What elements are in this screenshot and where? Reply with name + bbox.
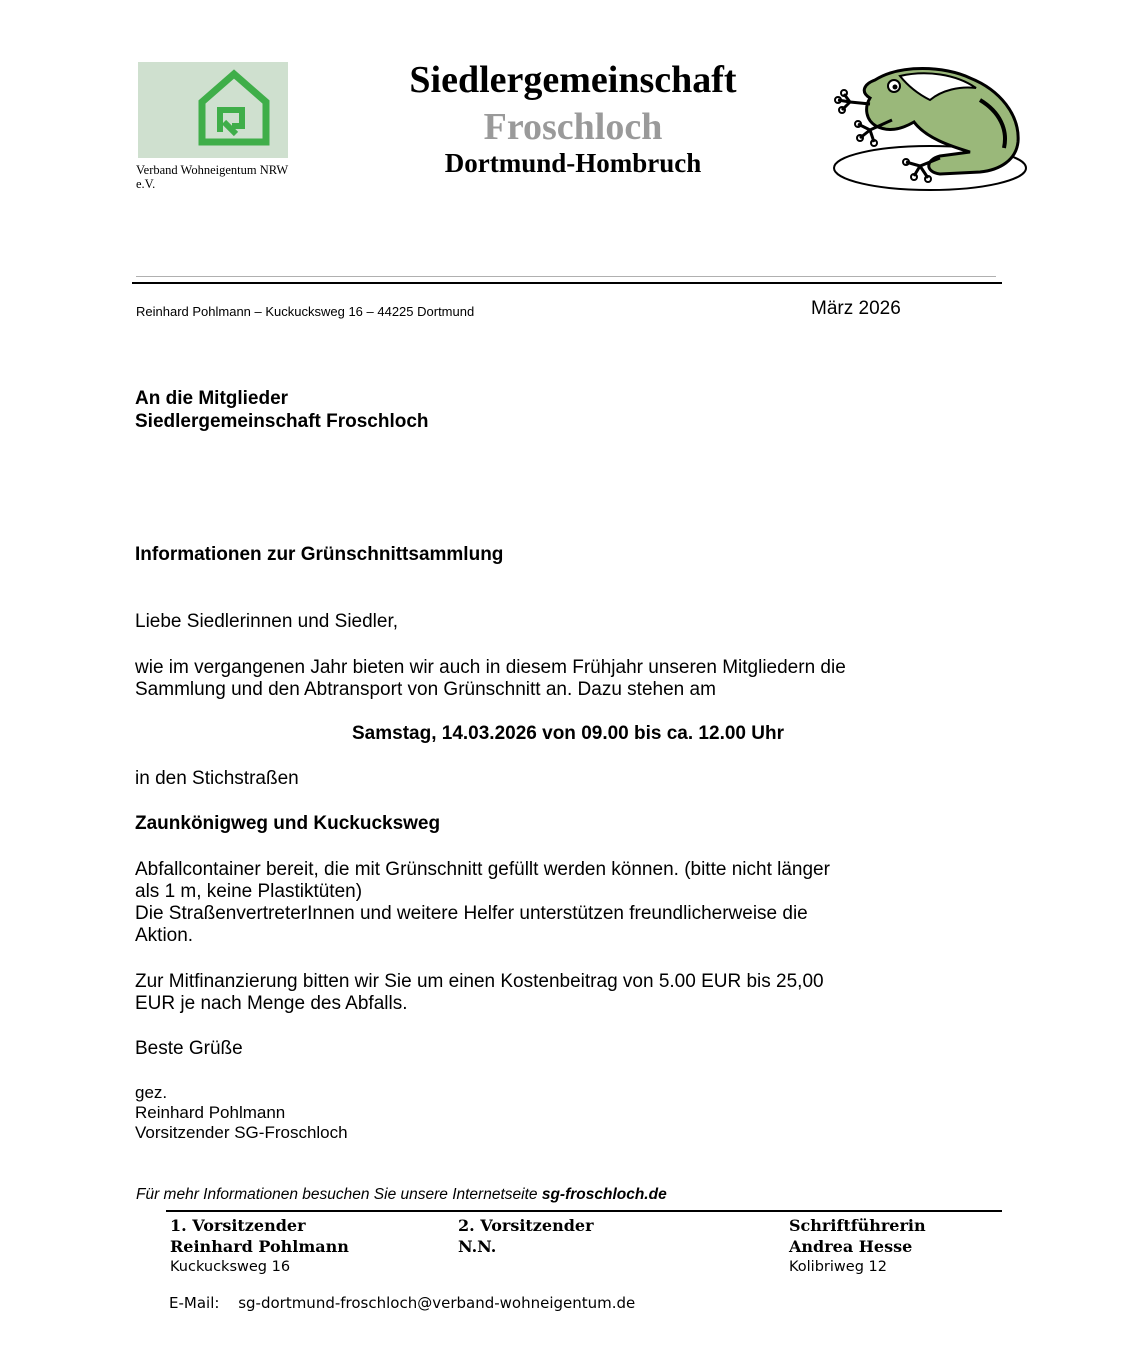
- text-line: EUR je nach Menge des Abfalls.: [135, 993, 408, 1014]
- letter-subject: Informationen zur Grünschnittsammlung: [135, 544, 504, 565]
- header-divider: [132, 282, 1002, 284]
- cost-paragraph: [135, 971, 1005, 1015]
- header-divider-thin: [136, 276, 996, 277]
- email-link[interactable]: sg-dortmund-froschloch@verband-wohneigentum.de: [238, 1294, 636, 1312]
- page-city: Dortmund-Hombruch: [444, 148, 702, 178]
- signature-name: Reinhard Pohlmann: [135, 1103, 286, 1122]
- signature-gez: gez.: [135, 1083, 168, 1102]
- streets-intro: in den Stichstraßen: [135, 768, 299, 789]
- signature-block: [135, 1083, 348, 1143]
- footer-divider: [166, 1210, 1002, 1212]
- text-line: Die StraßenvertreterInnen und weitere Helfer unterstützen freundlicherweise die: [135, 903, 808, 924]
- text-line: wie im vergangenen Jahr bieten wir auch in diesem Frühjahr unseren Mitgliedern die: [135, 657, 846, 678]
- website-link[interactable]: sg-froschloch.de: [541, 1186, 667, 1203]
- email-label: E-Mail:: [169, 1294, 220, 1312]
- contact-role: 1. Vorsitzender: [170, 1216, 306, 1235]
- house-icon: [138, 62, 288, 158]
- text-line: Sammlung und den Abtransport von Grünschnitt an. Dazu stehen am: [135, 679, 716, 700]
- contact-name: Reinhard Pohlmann: [170, 1237, 349, 1256]
- contact-role: Schriftführerin: [789, 1216, 926, 1235]
- text-line: Aktion.: [135, 925, 194, 946]
- website-prefix: Für mehr Informationen besuchen Sie unsere Internetseite: [136, 1186, 538, 1203]
- contact-name: Andrea Hesse: [789, 1237, 913, 1256]
- sender-line: Reinhard Pohlmann – Kuckucksweg 16 – 44225 Dortmund: [136, 304, 475, 319]
- recipient-line: Siedlergemeinschaft Froschloch: [135, 411, 429, 432]
- contact-role: 2. Vorsitzender: [458, 1216, 594, 1235]
- text-line: Zur Mitfinanzierung bitten wir Sie um einen Kostenbeitrag von 5.00 EUR bis 25,00: [135, 971, 824, 992]
- footer-contact-secretary: [789, 1215, 926, 1278]
- greeting: Liebe Siedlerinnen und Siedler,: [135, 611, 399, 632]
- contact-name: N.N.: [458, 1237, 497, 1256]
- recipient-block: [135, 387, 429, 433]
- website-note: [136, 1186, 667, 1204]
- event-date: Samstag, 14.03.2026 von 09.00 bis ca. 12.00 Uhr: [352, 723, 784, 744]
- footer-contact-chair: [170, 1215, 349, 1278]
- page-subtitle: Froschloch: [483, 106, 663, 148]
- association-name: Verband Wohneigentum NRW e.V.: [136, 163, 288, 191]
- recipient-line: An die Mitglieder: [135, 388, 289, 409]
- footer-email: [169, 1294, 635, 1312]
- intro-paragraph: [135, 657, 1005, 701]
- streets: Zaunkönigweg und Kuckucksweg: [135, 813, 441, 834]
- footer-contact-vice-chair: [458, 1215, 594, 1257]
- text-line: Abfallcontainer bereit, die mit Grünschnitt gefüllt werden können. (bitte nicht länger: [135, 859, 830, 880]
- frog-icon: [830, 60, 1030, 195]
- letter-date: März 2026: [811, 298, 901, 319]
- frog-logo: [830, 60, 1030, 200]
- container-paragraph: [135, 859, 1005, 947]
- text-line: als 1 m, keine Plastiktüten): [135, 881, 363, 902]
- signature-role: Vorsitzender SG-Froschloch: [135, 1123, 348, 1142]
- closing: Beste Grüße: [135, 1038, 243, 1059]
- association-logo: [138, 62, 288, 158]
- page-title: Siedlergemeinschaft: [409, 59, 737, 101]
- contact-address: Kuckucksweg 16: [170, 1259, 291, 1275]
- contact-address: Kolibriweg 12: [789, 1259, 887, 1275]
